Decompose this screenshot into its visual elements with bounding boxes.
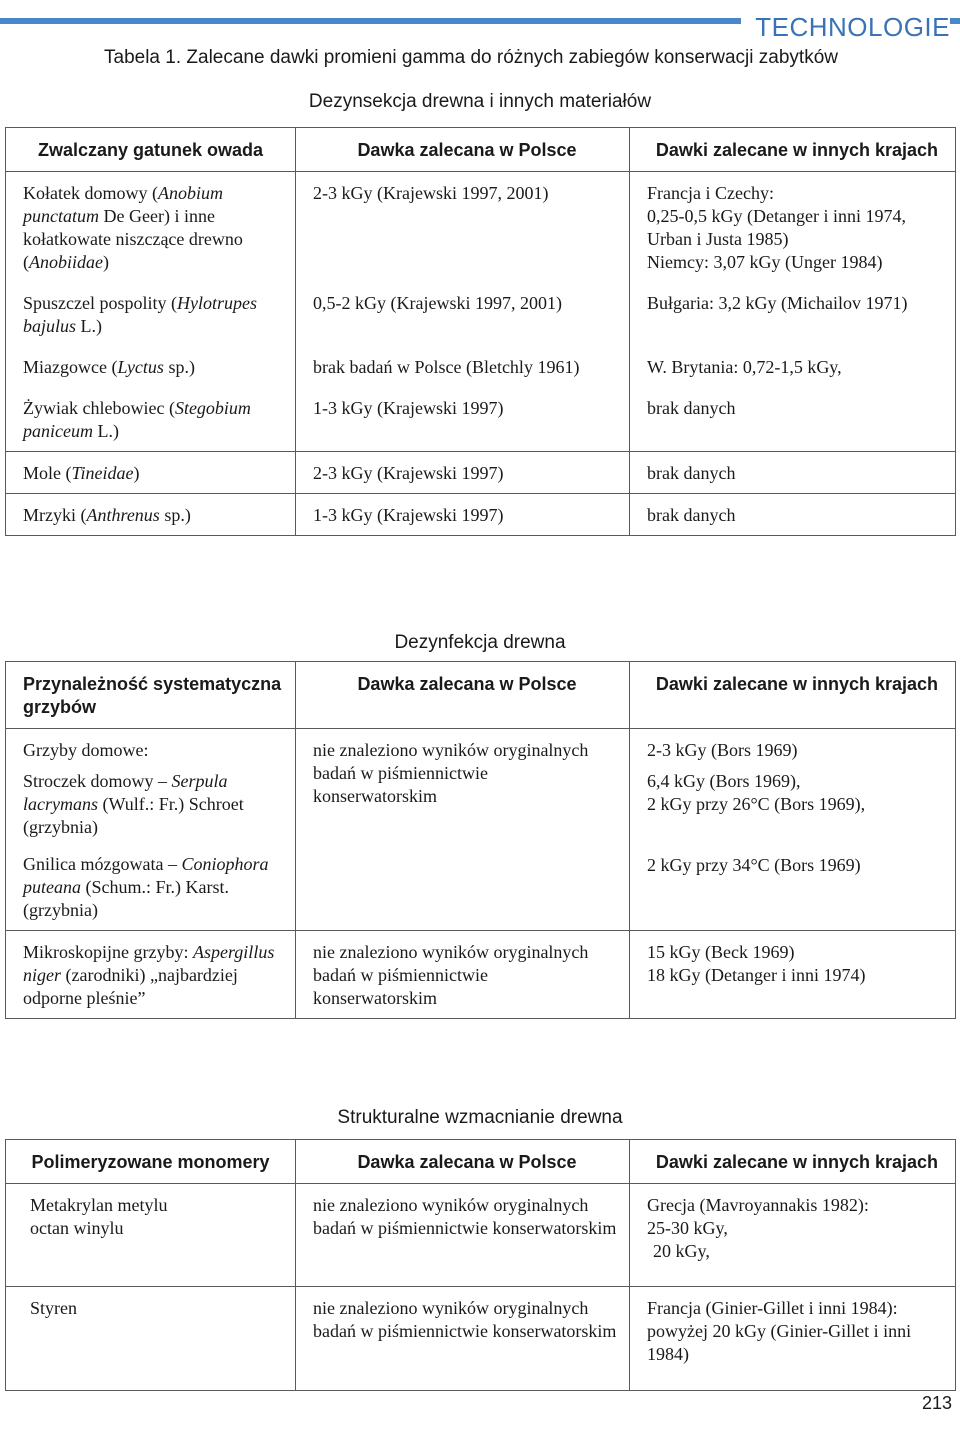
poland-dose-cell: nie znaleziono wyników oryginalnych badań w piśmiennictwie konserwatorskim: [296, 1287, 630, 1391]
fungi-dose-table: [5, 661, 956, 1019]
table-row: [6, 346, 956, 387]
species-group: Grzyby domowe:: [23, 740, 149, 760]
page-number: 213: [921, 1393, 952, 1413]
poland-dose-cell: 2-3 kGy (Krajewski 1997): [296, 452, 630, 494]
other-dose-cell: brak danych: [630, 452, 956, 494]
section2-title: Dezynfekcja drewna: [394, 632, 566, 653]
section-header: TECHNOLOGIE: [741, 12, 950, 42]
other-dose-cell: Francja (Ginier-Gillet i inni 1984): powyżej 20 kGy (Ginier-Gillet i inni 1984): [630, 1287, 956, 1391]
table-row: [6, 282, 956, 346]
species-cell: [6, 729, 296, 931]
monomer-cell: Styren: [6, 1287, 296, 1391]
section3-title: Strukturalne wzmacnianie drewna: [337, 1107, 623, 1128]
other-dose-cell: brak danych: [630, 387, 956, 452]
monomer-dose-table: [5, 1139, 956, 1391]
poland-dose-cell: brak badań w Polsce (Bletchly 1961): [296, 346, 630, 387]
other-dose-cell: Grecja (Mavroyannakis 1982): 25-30 kGy, 20 kGy,: [630, 1184, 956, 1287]
poland-dose-cell: 0,5-2 kGy (Krajewski 1997, 2001): [296, 282, 630, 346]
species-cell: Żywiak chlebowiec (Stegobium paniceum L.): [6, 387, 296, 452]
table-header-row: [6, 662, 956, 729]
species-cell: Miazgowce (Lyctus sp.): [6, 346, 296, 387]
table-header-row: [6, 1140, 956, 1184]
other-dose-cell: 15 kGy (Beck 1969) 18 kGy (Detanger i inni 1974): [630, 931, 956, 1019]
table-row: [6, 931, 956, 1019]
table-row: [6, 172, 956, 283]
species-cell: Spuszczel pospolity (Hylotrupes bajulus L.): [6, 282, 296, 346]
column-header: Dawki zalecane w innych krajach: [630, 662, 956, 729]
other-dose-cell: brak danych: [630, 494, 956, 536]
column-header: Dawki zalecane w innych krajach: [630, 128, 956, 172]
table-row: [6, 1184, 956, 1287]
poland-dose-cell: nie znaleziono wyników oryginalnych badań w piśmiennictwie konserwatorskim: [296, 729, 630, 931]
other-dose-cell: Francja i Czechy: 0,25-0,5 kGy (Detanger i inni 1974, Urban i Justa 1985) Niemcy: 3,07 kGy (Unger 1984): [630, 172, 956, 283]
species-cell: Mikroskopijne grzyby: Aspergillus niger (zarodniki) „najbardziej odporne pleśnie”: [6, 931, 296, 1019]
other-dose-cell: Bułgaria: 3,2 kGy (Michailov 1971): [630, 282, 956, 346]
column-header: Dawka zalecana w Polsce: [296, 1140, 630, 1184]
table-row: [6, 494, 956, 536]
column-header: Dawka zalecana w Polsce: [296, 662, 630, 729]
poland-dose-cell: 1-3 kGy (Krajewski 1997): [296, 494, 630, 536]
section1-title: Dezynsekcja drewna i innych materiałów: [308, 91, 652, 112]
table-row: [6, 1287, 956, 1391]
table-row: [6, 452, 956, 494]
column-header: Dawki zalecane w innych krajach: [630, 1140, 956, 1184]
species-entry: Stroczek domowy – Serpula lacrymans (Wulf.: Fr.) Schroet (grzybnia): [23, 771, 244, 837]
poland-dose-cell: nie znaleziono wyników oryginalnych badań w piśmiennictwie konserwatorskim: [296, 1184, 630, 1287]
poland-dose-cell: 1-3 kGy (Krajewski 1997): [296, 387, 630, 452]
species-cell: Mrzyki (Anthrenus sp.): [6, 494, 296, 536]
species-cell: Mole (Tineidae): [6, 452, 296, 494]
header-bar: [0, 12, 960, 42]
species-entry: Gnilica mózgowata – Coniophora puteana (Schum.: Fr.) Karst. (grzybnia): [23, 854, 269, 920]
column-header: Zwalczany gatunek owada: [6, 128, 296, 172]
poland-dose-cell: nie znaleziono wyników oryginalnych badań w piśmiennictwie konserwatorskim: [296, 931, 630, 1019]
column-header: Przynależność systematyczna grzybów: [6, 662, 296, 729]
other-dose-cell: W. Brytania: 0,72-1,5 kGy,: [630, 346, 956, 387]
table-header-row: [6, 128, 956, 172]
table-caption: Tabela 1. Zalecane dawki promieni gamma do różnych zabiegów konserwacji zabytków: [104, 47, 838, 68]
table-row: [6, 729, 956, 931]
poland-dose-cell: 2-3 kGy (Krajewski 1997, 2001): [296, 172, 630, 283]
monomer-cell: Metakrylan metylu octan winylu: [6, 1184, 296, 1287]
column-header: Dawka zalecana w Polsce: [296, 128, 630, 172]
column-header: Polimeryzowane monomery: [6, 1140, 296, 1184]
species-cell: Kołatek domowy (Anobium punctatum De Geer) i inne kołatkowate niszczące drewno (Anobiidae): [6, 172, 296, 283]
other-dose-cell: 2-3 kGy (Bors 1969) 6,4 kGy (Bors 1969), 2 kGy przy 26°C (Bors 1969), 2 kGy przy 34°C (Bors 1969): [630, 729, 956, 931]
insect-dose-table: [5, 127, 956, 536]
table-row: [6, 387, 956, 452]
